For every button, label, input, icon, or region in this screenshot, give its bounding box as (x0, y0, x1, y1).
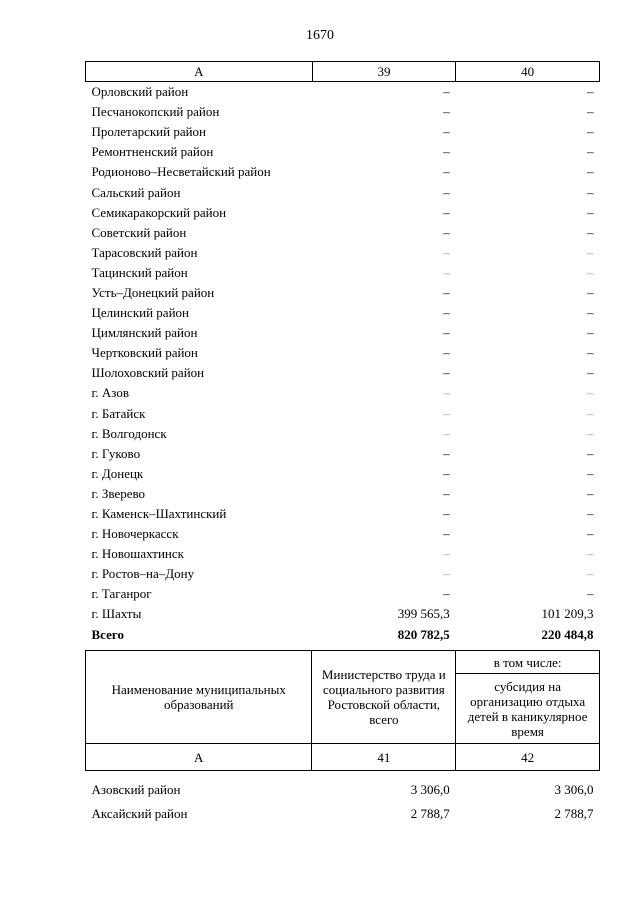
row-name: г. Новошахтинск (91, 546, 184, 562)
index-42: 42 (456, 744, 600, 771)
row-name: Усть–Донецкий район (91, 284, 215, 300)
row-value-39: – (443, 385, 450, 401)
row-value-40: – (587, 345, 594, 361)
row-value-39: – (443, 305, 450, 321)
row-value-40: – (587, 84, 594, 100)
index-row (86, 744, 600, 771)
row-value-39: – (443, 104, 450, 120)
row-value-39: – (443, 546, 450, 562)
row-name: Песчанокопский район (91, 104, 220, 120)
row-name: Аксайский район (91, 805, 188, 821)
row-value-39: – (443, 144, 450, 160)
row-value-39: – (443, 264, 450, 280)
table-row (86, 564, 600, 584)
page-number: 1670 (306, 28, 334, 43)
row-value-40: – (587, 325, 594, 341)
row-name: Цимлянский район (91, 325, 198, 341)
table-row (86, 444, 600, 464)
table-row (86, 162, 600, 182)
row-value-40: – (587, 485, 594, 501)
total-row (86, 625, 600, 645)
row-name: г. Батайск (91, 405, 146, 421)
row-value-40: – (587, 305, 594, 321)
row-value-39: – (443, 526, 450, 542)
index-41: 41 (312, 744, 456, 771)
table-header-row (86, 62, 600, 82)
row-name: Орловский район (91, 84, 189, 100)
row-value-39: – (443, 566, 450, 582)
row-value-39: – (443, 465, 450, 481)
row-value-40: – (587, 244, 594, 260)
row-value-40: – (587, 365, 594, 381)
row-name: Семикаракорский район (91, 204, 227, 220)
row-name: Родионово–Несветайский район (91, 164, 271, 180)
table-row (86, 544, 600, 564)
row-value-40: – (587, 104, 594, 120)
row-value-39: – (443, 506, 450, 522)
table-row (86, 142, 600, 162)
row-name: Сальский район (91, 184, 181, 200)
row-name: Чертковский район (91, 345, 198, 361)
table-row (86, 102, 600, 122)
row-value-40: – (587, 586, 594, 602)
row-value-41: 2 788,7 (410, 805, 450, 821)
column-header-39: 39 (312, 62, 456, 82)
table-row (86, 604, 600, 624)
row-value-39: – (443, 224, 450, 240)
row-value-39: – (443, 586, 450, 602)
row-value-39: – (443, 485, 450, 501)
table-row (86, 801, 600, 825)
table-row (86, 464, 600, 484)
row-name: г. Волгодонск (91, 425, 167, 441)
row-value-40: – (587, 445, 594, 461)
row-value-40: – (587, 284, 594, 300)
row-value-40: – (587, 164, 594, 180)
table-row (86, 424, 600, 444)
table-row (86, 203, 600, 223)
row-name: Тарасовский район (91, 244, 198, 260)
row-name: Тацинский район (91, 264, 188, 280)
row-value-40: – (587, 224, 594, 240)
row-value-40: – (587, 385, 594, 401)
table-row (86, 122, 600, 142)
row-name: г. Шахты (91, 606, 142, 622)
row-value-39: – (443, 425, 450, 441)
row-value-40: – (587, 506, 594, 522)
row-name: г. Таганрог (91, 586, 152, 602)
table-row (86, 263, 600, 283)
row-value-40: – (587, 526, 594, 542)
row-name: Целинский район (91, 305, 189, 321)
table-row (86, 484, 600, 504)
table-row (86, 182, 600, 202)
row-name: г. Ростов–на–Дону (91, 566, 195, 582)
row-name: Шолоховский район (91, 365, 205, 381)
row-value-39: – (443, 445, 450, 461)
row-value-39: – (443, 164, 450, 180)
row-name: Азовский район (91, 781, 181, 797)
row-value-39: 399 565,3 (397, 606, 450, 622)
row-value-40: – (587, 425, 594, 441)
row-name: г. Каменск–Шахтинский (91, 506, 227, 522)
row-name: г. Гуково (91, 445, 141, 461)
row-value-41: 3 306,0 (410, 781, 450, 797)
column-header-40: 40 (456, 62, 600, 82)
column-header-municipality: Наименование муниципальных образований (86, 651, 312, 744)
total-value-40: 220 484,8 (541, 626, 594, 642)
table-row (86, 303, 600, 323)
table-row (86, 283, 600, 303)
row-name: г. Новочеркасск (91, 526, 179, 542)
table-row (86, 223, 600, 243)
column-header-including: в том числе: (456, 651, 600, 674)
row-value-39: – (443, 124, 450, 140)
row-name: г. Донецк (91, 465, 144, 481)
row-value-39: – (443, 325, 450, 341)
table-row (86, 524, 600, 544)
table-row (86, 777, 600, 801)
table-row (86, 404, 600, 424)
total-label: Всего (91, 626, 124, 642)
column-header-subsidy: субсидия на организацию отдыха детей в каникулярное время (456, 674, 600, 744)
row-value-39: – (443, 84, 450, 100)
row-value-40: – (587, 124, 594, 140)
row-value-42: 2 788,7 (554, 805, 594, 821)
row-name: Ремонтненский район (91, 144, 214, 160)
row-name: Советский район (91, 224, 187, 240)
table-row (86, 363, 600, 383)
table-row (86, 584, 600, 604)
table-row (86, 504, 600, 524)
table-ministry-labor (85, 650, 600, 825)
table-row (86, 243, 600, 263)
table-row (86, 383, 600, 403)
column-header-ministry-total: Министерство труда и социального развития Ростовской области, всего (312, 651, 456, 744)
row-value-39: – (443, 184, 450, 200)
row-value-40: – (587, 405, 594, 421)
table-row (86, 323, 600, 343)
total-value-39: 820 782,5 (397, 626, 450, 642)
row-value-40: – (587, 465, 594, 481)
row-value-39: – (443, 365, 450, 381)
row-name: Пролетарский район (91, 124, 207, 140)
row-value-39: – (443, 284, 450, 300)
row-value-39: – (443, 345, 450, 361)
row-value-39: – (443, 204, 450, 220)
row-value-40: 101 209,3 (541, 606, 594, 622)
row-value-39: – (443, 244, 450, 260)
table-body (86, 82, 600, 645)
row-value-42: 3 306,0 (554, 781, 594, 797)
row-value-40: – (587, 204, 594, 220)
row-value-39: – (443, 405, 450, 421)
row-value-40: – (587, 144, 594, 160)
table-continuation (85, 61, 600, 645)
row-value-40: – (587, 566, 594, 582)
row-value-40: – (587, 184, 594, 200)
table-row (86, 343, 600, 363)
table-row (86, 82, 600, 103)
index-a: А (86, 744, 312, 771)
row-name: г. Азов (91, 385, 129, 401)
row-name: г. Зверево (91, 485, 146, 501)
column-header-a: А (86, 62, 313, 82)
row-value-40: – (587, 264, 594, 280)
row-value-40: – (587, 546, 594, 562)
